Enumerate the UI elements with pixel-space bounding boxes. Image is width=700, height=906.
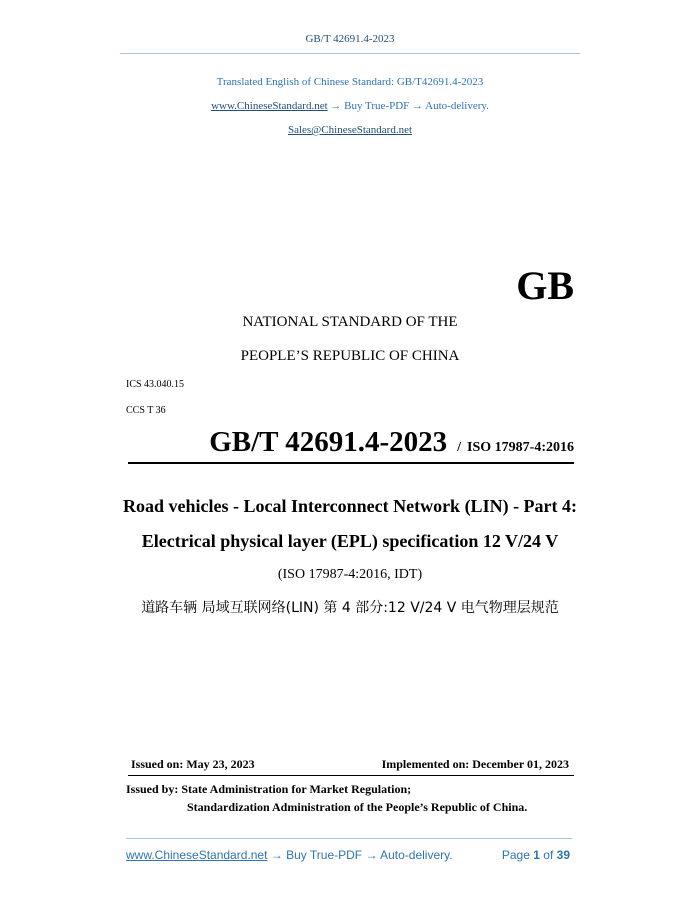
implemented-on: Implemented on: December 01, 2023 [381, 757, 569, 771]
iso-idt: (ISO 17987-4:2016, IDT) [277, 567, 423, 582]
national-standard-line-2: PEOPLE’S REPUBLIC OF CHINA [240, 348, 460, 364]
title-rule [128, 462, 574, 464]
page-current: 1 [533, 848, 540, 862]
national-standard-line-1: NATIONAL STANDARD OF THE [242, 314, 458, 330]
issued-by-line-2: Standardization Administration of the People’s Republic of China. [187, 800, 528, 814]
page-total: 39 [556, 848, 570, 862]
banner-links [0, 100, 700, 112]
issue-rule [128, 775, 574, 776]
sales-line [0, 124, 700, 136]
of-label: of [543, 848, 554, 862]
ccs-code: CCS T 36 [126, 405, 166, 416]
issued-on: Issued on: May 23, 2023 [131, 757, 255, 771]
footer-site-link[interactable]: www.ChineseStandard.net [126, 848, 268, 862]
footer-rule [126, 838, 572, 839]
site-link[interactable]: www.ChineseStandard.net [211, 100, 328, 112]
running-header: GB/T 42691.4-2023 [305, 33, 395, 45]
header-rule [120, 53, 580, 54]
standard-number: GB/T 42691.4-2023 [209, 426, 448, 458]
title-line-1: Road vehicles - Local Interconnect Network (LIN) - Part 4: [122, 496, 578, 516]
page-indicator [502, 848, 570, 862]
standard-number-line [209, 426, 574, 459]
translated-notice: Translated English of Chinese Standard: GB/T42691.4-2023 [216, 76, 484, 88]
buy-text: → Buy True-PDF → Auto-delivery. [327, 100, 489, 112]
iso-equivalent: ISO 17987-4:2016 [467, 440, 574, 455]
sales-email-link[interactable]: Sales@ChineseStandard.net [287, 124, 413, 136]
page-label: Page [501, 848, 530, 862]
footer-links [126, 848, 453, 862]
gb-logo: GB [516, 263, 574, 308]
ics-code: ICS 43.040.15 [126, 379, 185, 390]
chinese-title: 道路车辆 局域互联网络(LIN) 第 4 部分:12 V/24 V 电气物理层规范 [141, 600, 559, 616]
standard-slash: / [457, 440, 462, 455]
footer-buy-text: → Buy True-PDF → Auto-delivery. [267, 848, 453, 862]
issued-by-line-1: Issued by: State Administration for Market Regulation; [126, 782, 412, 796]
title-line-2: Electrical physical layer (EPL) specification 12 V/24 V [141, 531, 559, 551]
